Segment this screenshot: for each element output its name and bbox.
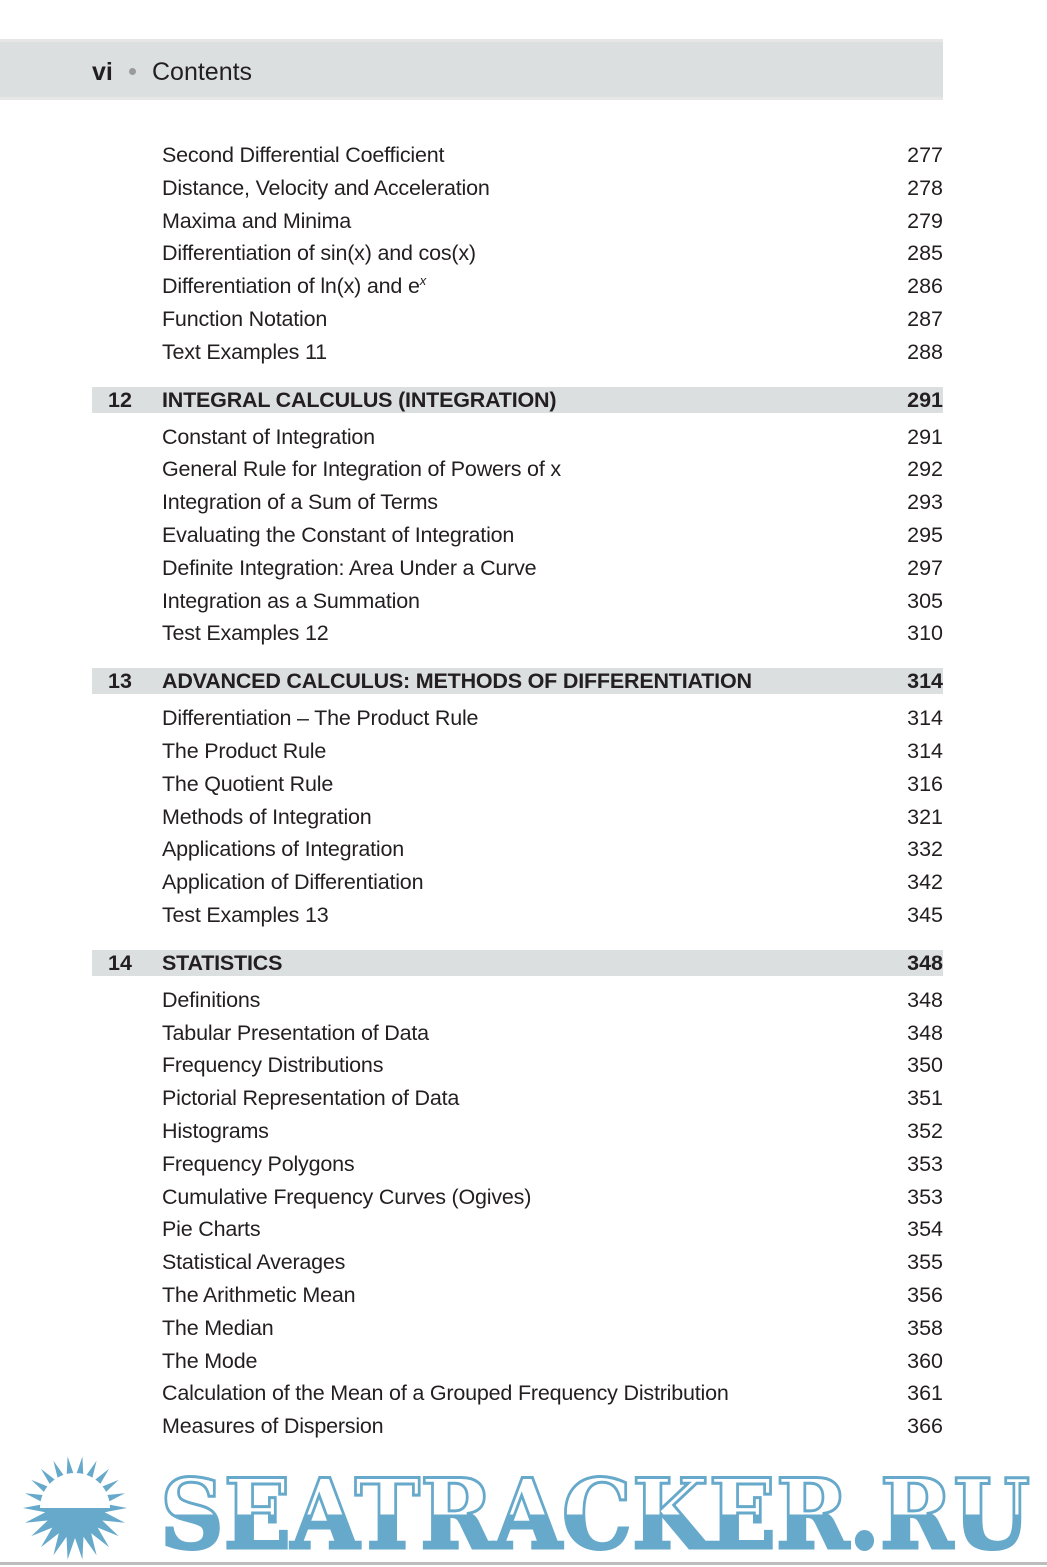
toc-entry[interactable] — [92, 1082, 943, 1115]
entry-page: 288 — [907, 339, 943, 364]
entry-page: 291 — [907, 424, 943, 449]
entry-page: 310 — [907, 621, 943, 646]
entry-page: 286 — [907, 274, 943, 299]
chapter-heading[interactable] — [92, 387, 943, 413]
toc-entry[interactable] — [92, 1115, 943, 1148]
toc-entry[interactable] — [92, 866, 943, 899]
entry-page: 366 — [907, 1414, 943, 1439]
bullet-separator — [129, 68, 136, 75]
toc-entry[interactable] — [92, 453, 943, 486]
table-of-contents — [92, 139, 943, 1443]
toc-entry[interactable] — [92, 1049, 943, 1082]
toc-entry[interactable] — [92, 486, 943, 519]
entry-title: The Arithmetic Mean — [162, 1282, 356, 1307]
toc-entry[interactable] — [92, 833, 943, 866]
entry-page: 314 — [907, 706, 943, 731]
entry-title: Definitions — [162, 987, 261, 1012]
entry-page: 332 — [907, 837, 943, 862]
entry-title: Calculation of the Mean of a Grouped Frequency Distribution — [162, 1381, 729, 1406]
toc-entry[interactable] — [92, 735, 943, 768]
sun-icon — [23, 1457, 127, 1560]
entry-page: 361 — [907, 1381, 943, 1406]
chapter-title: STATISTICS — [162, 950, 283, 975]
entry-title: Maxima and Minima — [162, 208, 351, 233]
toc-entry[interactable] — [92, 421, 943, 454]
entry-page: 292 — [907, 457, 943, 482]
toc-entry[interactable] — [92, 172, 943, 205]
entry-title: The Quotient Rule — [162, 771, 334, 796]
entry-title: Methods of Integration — [162, 804, 372, 829]
chapter-number: 14 — [108, 950, 132, 975]
toc-entry[interactable] — [92, 1377, 943, 1410]
watermark-logo — [0, 1456, 1047, 1560]
chapter-heading[interactable] — [92, 668, 943, 694]
entry-title: The Product Rule — [162, 738, 327, 763]
chapter-number: 13 — [108, 669, 132, 694]
chapter-heading[interactable] — [92, 950, 943, 976]
header-title: Contents — [152, 58, 253, 86]
entry-page: 297 — [907, 555, 943, 580]
chapter-page: 348 — [907, 950, 943, 975]
toc-entry[interactable] — [92, 139, 943, 172]
entry-title: Statistical Averages — [162, 1250, 346, 1275]
toc-entry[interactable] — [92, 1279, 943, 1312]
chapter-number: 12 — [108, 387, 132, 412]
entry-page: 360 — [907, 1348, 943, 1373]
entry-page: 321 — [907, 804, 943, 829]
entry-title: Test Examples 13 — [162, 902, 329, 927]
chapter-title: INTEGRAL CALCULUS (INTEGRATION) — [162, 387, 557, 412]
entry-page: 354 — [907, 1217, 943, 1242]
entry-title: Applications of Integration — [162, 837, 405, 862]
entry-title: Pictorial Representation of Data — [162, 1086, 460, 1111]
toc-entry[interactable] — [92, 1246, 943, 1279]
entry-title: Frequency Distributions — [162, 1053, 384, 1078]
toc-entry[interactable] — [92, 984, 943, 1017]
toc-entry[interactable] — [92, 768, 943, 801]
entry-page: 350 — [907, 1053, 943, 1078]
entry-title: Test Examples 12 — [162, 621, 329, 646]
entry-page: 287 — [907, 306, 943, 331]
toc-entry[interactable] — [92, 585, 943, 618]
entry-page: 278 — [907, 175, 943, 200]
toc-entry[interactable] — [92, 205, 943, 238]
entry-page: 305 — [907, 588, 943, 613]
toc-entry[interactable] — [92, 899, 943, 932]
entry-title: Differentiation of sin(x) and cos(x) — [162, 241, 476, 266]
entry-page: 342 — [907, 870, 943, 895]
toc-entry[interactable] — [92, 1345, 943, 1378]
entry-title: General Rule for Integration of Powers of x — [162, 457, 561, 482]
entry-title: Differentiation of ln(x) and $e^x$ — [162, 273, 427, 299]
entry-page: 353 — [907, 1184, 943, 1209]
entry-title: Function Notation — [162, 306, 328, 331]
entry-page: 277 — [907, 143, 943, 167]
entry-page: 353 — [907, 1151, 943, 1176]
chapter-title: ADVANCED CALCULUS: METHODS OF DIFFERENTIATION — [162, 669, 752, 694]
toc-entry[interactable] — [92, 336, 943, 369]
entry-title: Text Examples 11 — [162, 339, 327, 364]
toc-entry[interactable] — [92, 1181, 943, 1214]
entry-title: The Median — [162, 1315, 274, 1340]
toc-entry[interactable] — [92, 617, 943, 650]
entry-page: 356 — [907, 1282, 943, 1307]
entry-title: Pie Charts — [162, 1217, 261, 1242]
toc-entry[interactable] — [92, 1017, 943, 1050]
toc-entry[interactable] — [92, 237, 943, 270]
entry-page: 348 — [907, 987, 943, 1012]
entry-title: Measures of Dispersion — [162, 1414, 384, 1439]
toc-entry[interactable] — [92, 702, 943, 735]
toc-entry[interactable] — [92, 552, 943, 585]
entry-title: The Mode — [162, 1348, 258, 1373]
entry-title: Cumulative Frequency Curves (Ogives) — [162, 1184, 532, 1209]
entry-page: 293 — [907, 490, 943, 515]
entry-title: Distance, Velocity and Acceleration — [162, 175, 490, 200]
entry-title: Histograms — [162, 1118, 269, 1143]
entry-title: Differentiation – The Product Rule — [162, 706, 479, 731]
entry-page: 355 — [907, 1250, 943, 1275]
toc-entry[interactable] — [92, 303, 943, 336]
toc-entry[interactable] — [92, 519, 943, 552]
entry-title: Second Differential Coefficient — [162, 143, 445, 167]
entry-page: 285 — [907, 241, 943, 266]
entry-page: 358 — [907, 1315, 943, 1340]
entry-page: 279 — [907, 208, 943, 233]
entry-title: Constant of Integration — [162, 424, 375, 449]
entry-page: 351 — [907, 1086, 943, 1111]
entry-page: 295 — [907, 522, 943, 547]
toc-entry[interactable] — [92, 1148, 943, 1181]
toc-entry[interactable] — [92, 1213, 943, 1246]
entry-page: 314 — [907, 738, 943, 763]
toc-entry[interactable] — [92, 270, 943, 303]
entry-title: Tabular Presentation of Data — [162, 1020, 429, 1045]
chapter-page: 314 — [907, 669, 943, 694]
toc-entry[interactable] — [92, 1312, 943, 1345]
chapter-page: 291 — [907, 387, 943, 412]
entry-title: Application of Differentiation — [162, 870, 424, 895]
page-header — [0, 39, 943, 100]
page-number: vi — [92, 58, 113, 86]
watermark-lettering: SEATRACKER.RU — [160, 1458, 1030, 1560]
entry-title: Integration as a Summation — [162, 588, 420, 613]
entry-title: Integration of a Sum of Terms — [162, 490, 438, 515]
toc-entry[interactable] — [92, 1410, 943, 1443]
entry-title: Evaluating the Constant of Integration — [162, 522, 515, 547]
entry-title: Frequency Polygons — [162, 1151, 355, 1176]
entry-page: 352 — [907, 1118, 943, 1143]
entry-page: 316 — [907, 771, 943, 796]
entry-page: 348 — [907, 1020, 943, 1045]
entry-title: Definite Integration: Area Under a Curve — [162, 555, 537, 580]
toc-entry[interactable] — [92, 801, 943, 834]
entry-page: 345 — [907, 902, 943, 927]
page-bottom-border — [0, 1562, 1047, 1565]
